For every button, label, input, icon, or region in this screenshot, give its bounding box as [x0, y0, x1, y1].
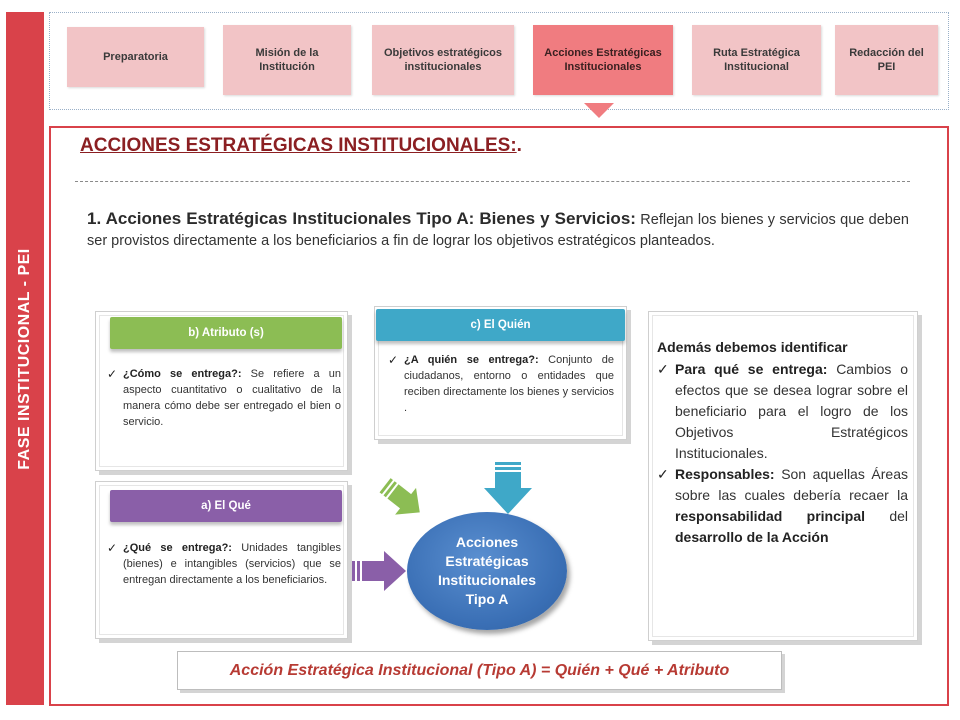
check-icon: ✓	[107, 541, 118, 555]
card-atributo-header: b) Atributo (s)	[110, 317, 342, 349]
divider	[75, 181, 910, 182]
intro-lead: 1. Acciones Estratégicas Institucionales Tipo A: Bienes y Servicios:	[87, 209, 636, 228]
card-atributo-question: ¿Cómo se entrega?:	[123, 368, 242, 380]
page-title-text: ACCIONES ESTRATÉGICAS INSTITUCIONALES:	[80, 135, 517, 156]
page-title-suffix: .	[516, 135, 522, 156]
active-step-pointer	[584, 103, 614, 118]
para-que-desc: Cambios o efectos que se desea lograr sobre el beneficiario para el logro de los Objetivos Estratégicos Institucionales.	[675, 361, 908, 461]
phase-label: FASE INSTITUCIONAL - PEI	[16, 248, 33, 470]
check-icon: ✓	[388, 353, 399, 367]
page-title	[80, 135, 522, 157]
card-quien-desc: Conjunto de ciudadanos, entorno o entidades que reciben directamente los bienes y servicios .	[404, 354, 614, 414]
identificar-item-responsables	[657, 464, 908, 548]
check-icon: ✓	[657, 466, 669, 482]
formula-box	[177, 651, 782, 690]
card-que-text	[107, 540, 341, 588]
arrow-right-icon	[376, 474, 432, 526]
responsables-bold-2: responsabilidad principal	[675, 508, 866, 524]
arrow-down-icon	[482, 460, 534, 516]
card-que-desc: Unidades tangibles (bienes) e intangibles (servicios) que se entregan directamente a los beneficiarios.	[123, 542, 341, 586]
responsables-desc-b: del	[889, 508, 909, 524]
card-quien-question: ¿A quién se entrega?:	[404, 354, 539, 366]
card-quien-text	[388, 352, 614, 416]
check-icon: ✓	[107, 367, 118, 381]
center-label: Acciones Estratégicas Institucionales Tipo A	[437, 534, 537, 607]
responsables-desc-a: Son aquellas Áreas sobre las cuales debería recaer la	[675, 466, 908, 503]
identificar-heading: Además debemos identificar	[657, 339, 848, 355]
step-ruta[interactable]: Ruta Estratégica Institucional	[692, 25, 821, 95]
card-atributo-desc: Se refiere a un aspecto cuantitativo o cualitativo de la manera cómo debe ser entregado el bien o servicio.	[123, 368, 342, 428]
card-atributo-text	[107, 366, 341, 430]
para-que-label: Para qué se entrega:	[675, 361, 828, 377]
responsables-bold-3: desarrollo de la Acción	[675, 529, 829, 545]
card-quien-header: c) El Quién	[376, 309, 625, 341]
step-objetivos[interactable]: Objetivos estratégicos institucionales	[372, 25, 514, 95]
card-que-header: a) El Qué	[110, 490, 342, 522]
step-preparatoria[interactable]: Preparatoria	[67, 27, 204, 87]
intro-paragraph	[87, 208, 909, 252]
center-ellipse	[407, 512, 567, 630]
identificar-item-para-que	[657, 359, 908, 464]
responsables-label: Responsables:	[675, 466, 775, 482]
arrow-right-icon	[350, 547, 408, 595]
identificar-text	[657, 337, 908, 548]
intro-body: Reflejan los bienes y servicios que deben ser provistos directamente a los beneficiarios a fin de lograr los objetivos estratégicos planteados.	[87, 212, 909, 249]
step-redaccion[interactable]: Redacción del PEI	[835, 25, 938, 95]
step-mision[interactable]: Misión de la Institución	[223, 25, 351, 95]
check-icon: ✓	[657, 361, 669, 377]
card-que-question: ¿Qué se entrega?:	[123, 542, 232, 554]
formula-text: Acción Estratégica Institucional (Tipo A) = Quién + Qué + Atributo	[229, 661, 730, 679]
step-acciones[interactable]: Acciones Estratégicas Institucionales	[533, 25, 673, 95]
